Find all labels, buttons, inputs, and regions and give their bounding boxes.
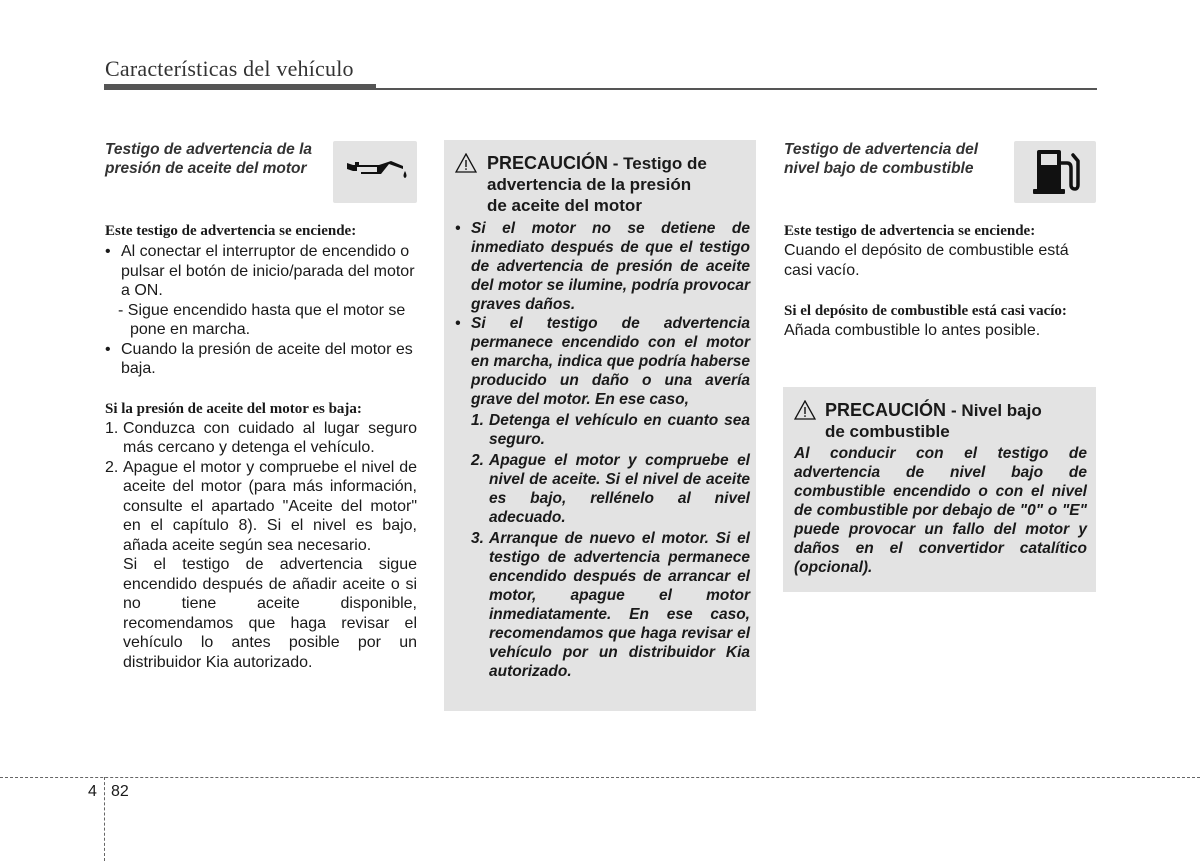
list-item (455, 219, 750, 314)
list-item-text: Cuando la presión de aceite del motor es baja. (121, 340, 413, 377)
list-item (105, 242, 417, 301)
numbered-step (105, 458, 417, 556)
fuel-low-text: Añada combustible lo antes posible. (784, 322, 1041, 339)
oil-caution-title (455, 153, 750, 216)
footer-dashed-rule (0, 777, 1200, 778)
caution-title-line2: advertencia de la presión (487, 175, 692, 194)
numbered-step (105, 419, 417, 458)
step-text: Apague el motor y compruebe el nivel de aceite del motor (para más información, consulte el apartado "Aceite del motor" en el capítulo 8). Si el nivel es bajo, añada aceite según sea necesario. (123, 458, 417, 554)
bullet-mark: • (105, 243, 111, 260)
list-item (105, 340, 417, 379)
fuel-caution-box (783, 387, 1096, 592)
fuel-on-heading: Este testigo de advertencia se enciende: (784, 223, 1036, 239)
numbered-step (471, 411, 750, 449)
fuel-pump-icon (1014, 141, 1096, 203)
list-item-text: Si el testigo de advertencia permanece encendido con el motor en marcha, indica que podría haberse producido un daño o una avería grave del motor. En ese caso, (471, 315, 750, 408)
warning-triangle-icon (794, 400, 825, 442)
fuel-caution-title (794, 400, 1087, 442)
sub-bullet (105, 301, 417, 340)
caution-title-line2: de combustible (825, 422, 950, 441)
step-text: Apague el motor y compruebe el nivel de aceite. Si el nivel de aceite es bajo, rellénelo al nivel adecuado. (489, 452, 750, 526)
step-number: 2. (471, 452, 484, 469)
oil-on-heading: Este testigo de advertencia se enciende: (105, 223, 357, 239)
bullet-mark: • (455, 315, 461, 332)
bullet-mark: • (455, 220, 461, 237)
list-item-text: Al conectar el interruptor de encendido o pulsar el botón de inicio/parada del motor a ON. (121, 243, 415, 299)
header-rule-thick (104, 84, 376, 90)
step-text: Detenga el vehículo en cuanto sea seguro. (489, 412, 750, 448)
caution-title-line3: de aceite del motor (487, 196, 642, 215)
oil-section-title (105, 140, 325, 178)
caution-word: PRECAUCIÓN (825, 400, 947, 420)
step-text: Conduzca con cuidado al lugar seguro más cercano y detenga el vehículo. (123, 419, 417, 456)
fuel-icon-box (1014, 141, 1096, 203)
fuel-section-body (784, 222, 1096, 341)
list-item-text: Si el motor no se detiene de inmediato después de que el testigo de advertencia de presión de aceite del motor se ilumine, podría provocar graves daños. (471, 220, 750, 313)
oil-low-heading: Si la presión de aceite del motor es baja: (105, 400, 362, 417)
step-number: 2. (105, 458, 119, 476)
footer-dashed-divider (104, 777, 105, 861)
extra-paragraph: Si el testigo de advertencia sigue encendido después de añadir aceite o si no tiene aceite disponible, recomendamos que haga revisar el vehículo lo antes posible por un distribuidor Kia autorizado. (123, 556, 417, 671)
fuel-section-heading: Testigo de advertencia del nivel bajo de combustible (784, 141, 979, 177)
caution-title-line1: - Nivel bajo (951, 401, 1042, 420)
page-number: 82 (111, 783, 129, 800)
oil-caution-box (444, 140, 756, 711)
header-rule-thin (376, 88, 1097, 90)
oil-section-heading: Testigo de advertencia de la presión de aceite del motor (105, 141, 313, 177)
fuel-caution-body: Al conducir con el testigo de advertencia de nivel bajo de combustible encendido o con el nivel de combustible por debajo de "0" o "E" puede provocar un fallo del motor y daños en el convertidor catalítico (opcional). (794, 445, 1087, 576)
oil-pressure-icon-box (333, 141, 417, 203)
chapter-number: 4 (88, 783, 97, 800)
fuel-section-title (784, 140, 1006, 178)
sub-bullet-text: - Sigue encendido hasta que el motor se pone en marcha. (118, 301, 406, 338)
step-number: 1. (105, 419, 119, 437)
step-number: 3. (471, 530, 484, 547)
step-text: Arranque de nuevo el motor. Si el testigo de advertencia permanece encendido después de arrancar el motor, apague el motor inmediatamente. En ese caso, recomendamos que haga revisar el vehículo por un distribuidor Kia autorizado. (489, 530, 750, 680)
numbered-step (471, 451, 750, 527)
bullet-mark: • (105, 340, 111, 358)
warning-triangle-icon (455, 153, 487, 216)
list-item (455, 314, 750, 409)
fuel-low-heading: Si el depósito de combustible está casi vacío: (784, 303, 1067, 319)
caution-title-line1: - Testigo de (608, 154, 707, 173)
fuel-on-text: Cuando el depósito de combustible está casi vacío. (784, 242, 1069, 279)
numbered-step (471, 529, 750, 681)
oil-section-body (105, 222, 417, 672)
step-number: 1. (471, 412, 484, 429)
caution-word: PRECAUCIÓN (487, 153, 609, 173)
oil-caution-body (455, 219, 750, 681)
oil-pressure-warning-icon (333, 141, 417, 203)
page-header-title: Características del vehículo (105, 56, 354, 81)
